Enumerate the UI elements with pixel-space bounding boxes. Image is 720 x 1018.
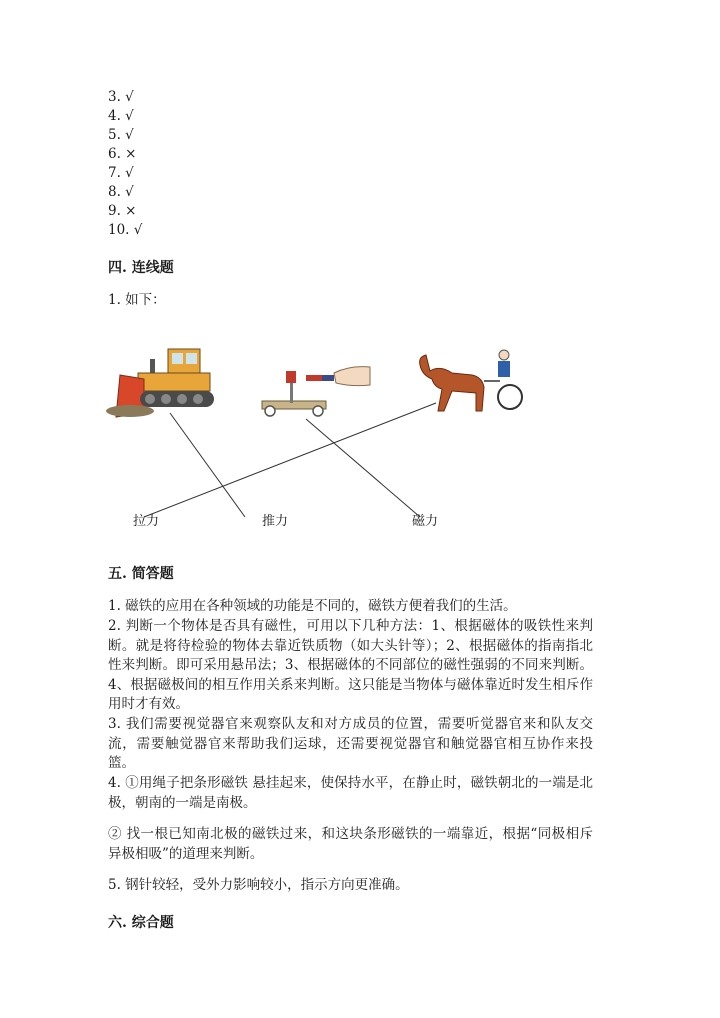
answer-item: 4. √ bbox=[108, 108, 134, 124]
answer-item: 9. × bbox=[108, 203, 137, 219]
match-line-horse-pull bbox=[144, 403, 436, 517]
answer-paragraph-4b: ② 找一根已知南北极的磁铁过来，和这块条形磁铁的一端靠近，根据“同极相斥 异极相吸”的道理来判断。 bbox=[108, 826, 593, 862]
section-5-title: 五. 简答题 bbox=[108, 566, 174, 582]
figure-label-magnetic: 磁力 bbox=[412, 514, 439, 529]
figure-label-pull: 拉力 bbox=[133, 514, 160, 529]
match-line-cart-magnetic bbox=[306, 419, 420, 517]
answer-item: 3. √ bbox=[108, 89, 134, 105]
answer-item: 10. √ bbox=[108, 222, 143, 238]
answer-paragraph-1: 1. 磁铁的应用在各种领域的功能是不同的，磁铁方便着我们的生活。 bbox=[108, 598, 517, 614]
bulldozer-illustration bbox=[106, 349, 214, 417]
section-4-intro: 1. 如下： bbox=[108, 292, 166, 308]
answer-item: 8. √ bbox=[108, 184, 134, 200]
answer-item: 5. √ bbox=[108, 127, 134, 143]
matching-figure bbox=[100, 335, 540, 535]
figure-label-push: 推力 bbox=[262, 514, 289, 529]
match-line-bulldozer-push bbox=[170, 413, 245, 517]
answer-paragraph-3: 3. 我们需要视觉器官来观察队友和对方成员的位置，需要听觉器官来和队友交流，需要触觉器官来帮助我们运球，还需要视觉器官和触觉器官相互协作来投篮。 bbox=[108, 716, 593, 772]
answer-item: 6. × bbox=[108, 146, 137, 162]
section-6-title: 六. 综合题 bbox=[108, 915, 174, 931]
answer-paragraph-2: 2. 判断一个物体是否具有磁性，可用以下几种方法：1、根据磁体的吸铁性来判断。就是将待检验的物体去靠近铁质物（如大头针等）；2、根据磁体的指南指北性来判断。即可采用悬吊法；3、根据磁体的不同部位的磁性强弱的不同来判断。4、根据磁极间的相互作用关系来判断。这只能是当物体与磁体靠近时发生相斥作用时才有效。 bbox=[108, 618, 593, 713]
toy-cart-illustration bbox=[262, 367, 370, 416]
answer-paragraph-5: 5. 钢针较轻，受外力影响较小，指示方向更准确。 bbox=[108, 877, 409, 893]
section-4-title: 四. 连线题 bbox=[108, 260, 174, 276]
answer-paragraph-4: 4. ①用绳子把条形磁铁 悬挂起来，使保持水平，在静止时，磁铁朝北的一端是北极，朝南的一端是南极。 bbox=[108, 775, 593, 811]
answer-item: 7. √ bbox=[108, 165, 134, 181]
horse-cart-illustration bbox=[420, 350, 522, 411]
